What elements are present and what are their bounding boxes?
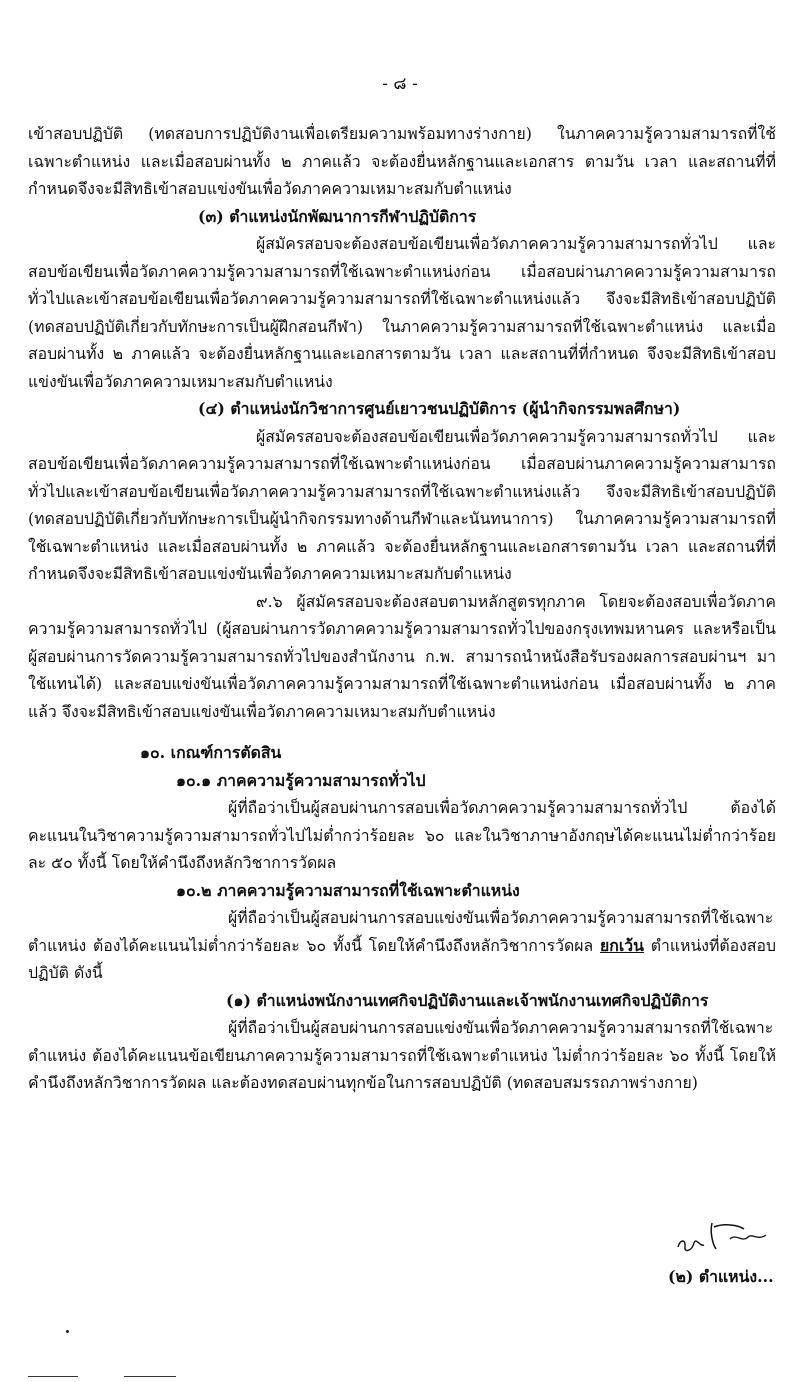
bottom-rule-left — [28, 1376, 78, 1377]
ink-dot — [66, 1330, 69, 1333]
document-body — [28, 120, 776, 1097]
paragraph-9-6: ๙.๖ ผู้สมัครสอบจะต้องสอบตามหลักสูตรทุกภาค โดยจะต้องสอบเพื่อวัดภาคความรู้ความสามารถทั่วไป (ผู้สอบผ่านการวัดภาคความรู้ความสามารถทั่วไปของกรุงเทพมหานคร และหรือเป็นผู้สอบผ่านการวัดความรู้ความสามารถทั่วไปของสำนักงาน ก.พ. สามารถนำหนังสือรับรองผลการสอบผ่านฯ มาใช้แทนได้) และสอบแข่งขันเพื่อวัดภาคความรู้ความสามารถที่ใช้เฉพาะตำแหน่งก่อน เมื่อสอบผ่านทั้ง ๒ ภาคแล้ว จึงจะมีสิทธิเข้าสอบแข่งขันเพื่อวัดภาคความเหมาะสมกับตำแหน่ง — [28, 591, 776, 721]
heading-youth-center-academic: (๔) ตำแหน่งนักวิชาการศูนย์เยาวชนปฏิบัติการ (ผู้นำกิจกรรมพลศึกษา) — [198, 399, 681, 418]
paragraph-10-2-emphasis: ยกเว้น — [600, 935, 644, 955]
heading-item-1: (๑) ตำแหน่งพนักงานเทศกิจปฏิบัติงานและเจ้าพนักงานเทศกิจปฏิบัติการ — [226, 990, 709, 1010]
paragraph-10-2-text-after: ตำแหน่งที่ต้องสอบปฏิบัติ ดังนี้ — [28, 935, 776, 982]
paragraph-10-1: ผู้ที่ถือว่าเป็นผู้สอบผ่านการสอบเพื่อวัดภาคความรู้ความสามารถทั่วไป ต้องได้คะแนนในวิชาความรู้ความสามารถทั่วไปไม่ต่ำกว่าร้อยละ ๖๐ และในวิชาภาษาอังกฤษได้คะแนนไม่ต่ำกว่าร้อยละ ๕๐ ทั้งนี้ โดยให้คำนึงถึงหลักวิชาการวัดผล — [28, 798, 776, 872]
heading-10-1: ๑๐.๑ ภาคความรู้ความสามารถทั่วไป — [176, 770, 426, 790]
paragraph-10-2 — [28, 904, 776, 987]
heading-10-2: ๑๐.๒ ภาคความรู้ความสามารถที่ใช้เฉพาะตำแหน่ง — [176, 880, 520, 900]
heading-sports-developer: (๓) ตำแหน่งนักพัฒนาการกีฬาปฏิบัติการ — [198, 206, 477, 226]
paragraph-item-1: ผู้ที่ถือว่าเป็นผู้สอบผ่านการสอบแข่งขันเพื่อวัดภาคความรู้ความสามารถที่ใช้เฉพาะตำแหน่ง ต้องได้คะแนนข้อเขียนภาคความรู้ความสามารถที่ใช้เฉพาะตำแหน่ง ไม่ต่ำกว่าร้อยละ ๖๐ ทั้งนี้ โดยให้คำนึงถึงหลักวิชาการวัดผล และต้องทดสอบผ่านทุกข้อในการสอบปฏิบัติ (ทดสอบสมรรถภาพร่างกาย) — [28, 1018, 776, 1092]
paragraph-continuation: เข้าสอบปฏิบัติ (ทดสอบการปฏิบัติงานเพื่อเตรียมความพร้อมทางร่างกาย) ในภาคความรู้ความสามารถที่ใช้เฉพาะตำแหน่ง และเมื่อสอบผ่านทั้ง ๒ ภาคแล้ว จะต้องยื่นหลักฐานและเอกสาร ตามวัน เวลา และสถานที่ที่กำหนดจึงจะมีสิทธิเข้าสอบแข่งขันเพื่อวัดภาคความเหมาะสมกับตำแหน่ง — [28, 124, 776, 198]
paragraph-10-2-text-before: ผู้ที่ถือว่าเป็นผู้สอบผ่านการสอบแข่งขันเพื่อวัดภาคความรู้ความสามารถที่ใช้เฉพาะตำแหน่ง ต้องได้คะแนนไม่ต่ำกว่าร้อยละ ๖๐ ทั้งนี้ โดยให้คำนึงถึงหลักวิชาการวัดผล — [28, 908, 774, 955]
heading-10-criteria: ๑๐. เกณฑ์การตัดสิน — [140, 743, 282, 762]
page-number: - ๘ - — [382, 74, 418, 94]
paragraph-sports-developer: ผู้สมัครสอบจะต้องสอบข้อเขียนเพื่อวัดภาคความรู้ความสามารถทั่วไป และสอบข้อเขียนเพื่อวัดภาคความรู้ความสามารถที่ใช้เฉพาะตำแหน่งก่อน เมื่อสอบผ่านภาคความรู้ความสามารถทั่วไปและเข้าสอบข้อเขียนเพื่อวัดภาคความรู้ความสามารถที่ใช้เฉพาะตำแหน่งแล้ว จึงจะมีสิทธิเข้าสอบปฏิบัติ (ทดสอบปฏิบัติเกี่ยวกับทักษะการเป็นผู้ฝึกสอนกีฬา) ในภาคความรู้ความสามารถที่ใช้เฉพาะตำแหน่ง และเมื่อสอบผ่านทั้ง ๒ ภาคแล้ว จะต้องยื่นหลักฐานและเอกสารตามวัน เวลา และสถานที่ที่กำหนด จึงจะมีสิทธิเข้าสอบแข่งขันเพื่อวัดภาคความเหมาะสมกับตำแหน่ง — [28, 234, 776, 391]
handwritten-signature — [672, 1217, 772, 1257]
continuation-marker: (๒) ตำแหน่ง... — [668, 1267, 774, 1286]
bottom-rule-right — [124, 1376, 176, 1377]
paragraph-youth-center-academic: ผู้สมัครสอบจะต้องสอบข้อเขียนเพื่อวัดภาคความรู้ความสามารถทั่วไป และสอบข้อเขียนเพื่อวัดภาคความรู้ความสามารถที่ใช้เฉพาะตำแหน่งก่อน เมื่อสอบผ่านภาคความรู้ความสามารถทั่วไปและเข้าสอบข้อเขียนเพื่อวัดภาคความรู้ความสามารถที่ใช้เฉพาะตำแหน่งแล้ว จึงจะมีสิทธิเข้าสอบปฏิบัติ (ทดสอบปฏิบัติเกี่ยวกับทักษะการเป็นผู้นำกิจกรรมทางด้านกีฬาและนันทนาการ) ในภาคความรู้ความสามารถที่ใช้เฉพาะตำแหน่ง และเมื่อสอบผ่านทั้ง ๒ ภาคแล้ว จะต้องยื่นหลักฐานและเอกสารตามวัน เวลา และสถานที่ที่กำหนดจึงจะมีสิทธิเข้าสอบแข่งขันเพื่อวัดภาคความเหมาะสมกับตำแหน่ง — [28, 426, 776, 583]
